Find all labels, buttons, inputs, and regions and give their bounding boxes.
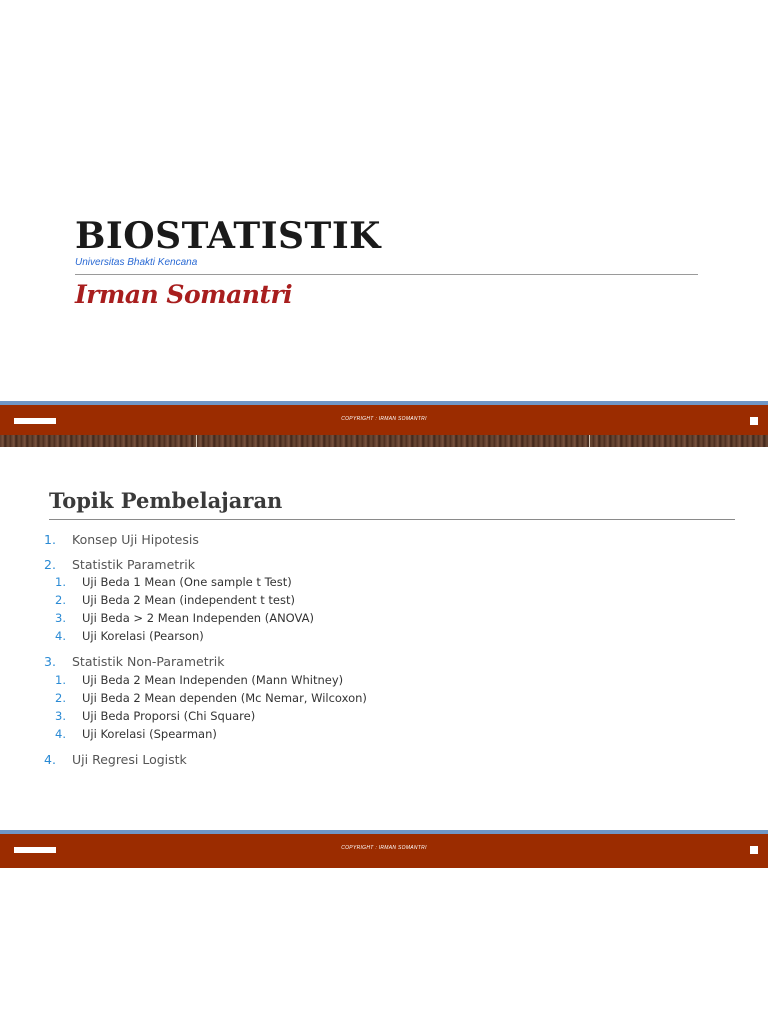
list-item-label: Uji Beda 2 Mean Independen (Mann Whitney) xyxy=(82,673,344,687)
footer-bar-bottom xyxy=(0,830,768,868)
institution-label: Universitas Bhakti Kencana xyxy=(75,257,198,268)
sub-list-item xyxy=(55,673,344,687)
sub-list-item xyxy=(55,727,217,741)
list-item-number: 3. xyxy=(55,709,66,723)
list-item-label: Konsep Uji Hipotesis xyxy=(72,532,199,547)
list-item-number: 2. xyxy=(55,691,66,705)
sub-list-item xyxy=(55,691,367,705)
list-item-number: 4. xyxy=(55,629,66,643)
list-item xyxy=(44,532,199,547)
list-item-label: Uji Beda 1 Mean (One sample t Test) xyxy=(82,575,292,589)
list-item xyxy=(44,654,225,669)
list-item-label: Uji Beda 2 Mean (independent t test) xyxy=(82,593,295,607)
title-divider xyxy=(75,274,698,275)
footer-bar-top xyxy=(0,401,768,439)
topics-slide xyxy=(0,447,768,834)
list-item-label: Uji Regresi Logistk xyxy=(72,752,187,767)
topics-title: Topik Pembelajaran xyxy=(49,488,283,513)
list-item-number: 4. xyxy=(44,752,56,767)
author-name: Irman Somantri xyxy=(75,280,293,309)
title-slide xyxy=(0,0,768,447)
sub-list-item xyxy=(55,593,295,607)
list-item-label: Uji Beda > 2 Mean Independen (ANOVA) xyxy=(82,611,315,625)
list-item-number: 1. xyxy=(55,673,66,687)
sub-list-item xyxy=(55,629,204,643)
footer-right-mark xyxy=(750,846,758,854)
texture-separator xyxy=(196,435,197,447)
sub-list-item xyxy=(55,575,292,589)
texture-separator xyxy=(589,435,590,447)
list-item-label: Statistik Non-Parametrik xyxy=(72,654,225,669)
topics-divider xyxy=(49,519,735,520)
list-item-number: 3. xyxy=(44,654,56,669)
footer-copyright: COPYRIGHT : IRMAN SOMANTRI xyxy=(341,845,427,851)
list-item-number: 2. xyxy=(44,557,56,572)
list-item-label: Uji Korelasi (Spearman) xyxy=(82,727,217,741)
texture-strip xyxy=(0,435,768,447)
footer-copyright: COPYRIGHT : IRMAN SOMANTRI xyxy=(341,416,427,422)
slide-title: BIOSTATISTIK xyxy=(75,215,381,257)
list-item xyxy=(44,752,187,767)
sub-list-item xyxy=(55,611,315,625)
list-item-number: 4. xyxy=(55,727,66,741)
list-item xyxy=(44,557,196,572)
footer-right-mark xyxy=(750,417,758,425)
list-item-label: Uji Beda 2 Mean dependen (Mc Nemar, Wilcoxon) xyxy=(82,691,367,705)
list-item-number: 3. xyxy=(55,611,66,625)
list-item-number: 1. xyxy=(44,532,56,547)
sub-list-item xyxy=(55,709,256,723)
list-item-label: Uji Korelasi (Pearson) xyxy=(82,629,204,643)
list-item-label: Statistik Parametrik xyxy=(72,557,196,572)
list-item-number: 1. xyxy=(55,575,66,589)
list-item-number: 2. xyxy=(55,593,66,607)
list-item-label: Uji Beda Proporsi (Chi Square) xyxy=(82,709,256,723)
